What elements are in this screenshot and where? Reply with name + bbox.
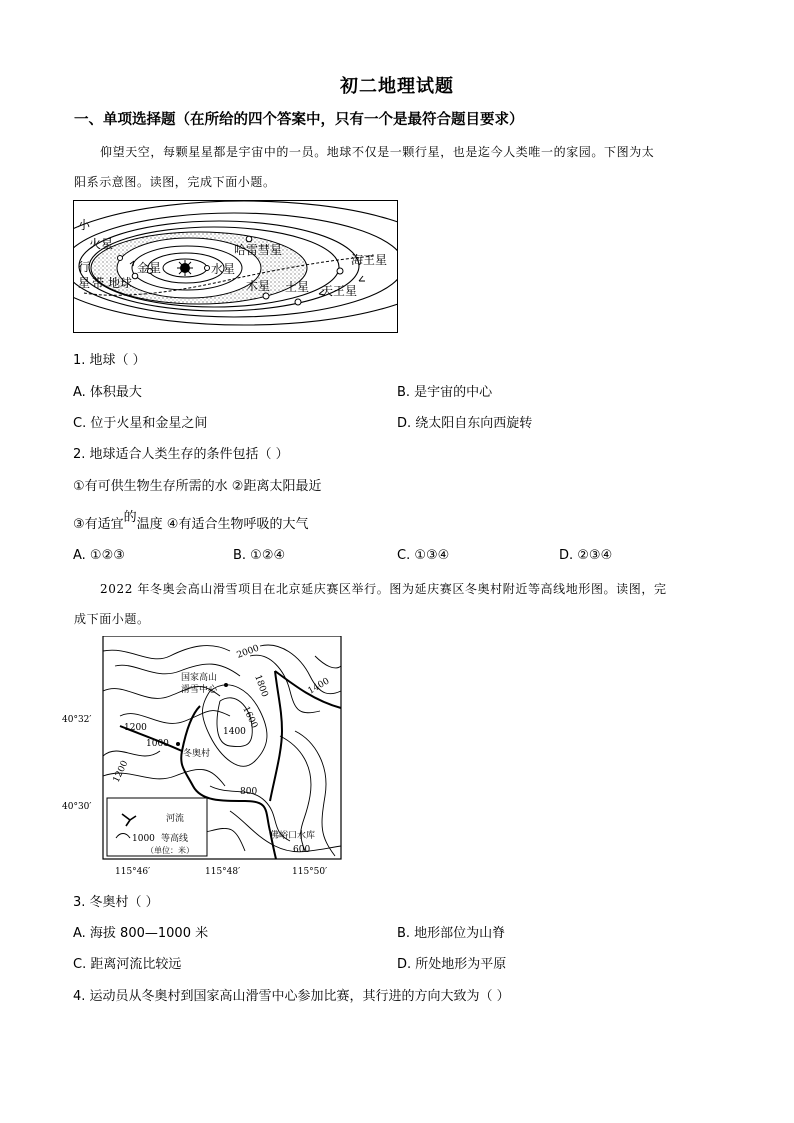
- q2-option-c[interactable]: C. ①③④: [397, 548, 450, 563]
- q3-option-c[interactable]: C. 距离河流比较远: [73, 957, 182, 972]
- latitude-label-top: 40°32′: [62, 715, 92, 725]
- map-legend: [107, 798, 207, 856]
- q2-option-b[interactable]: B. ①②④: [233, 548, 286, 563]
- q3-option-b[interactable]: B. 地形部位为山脊: [397, 926, 506, 941]
- contour-label-1200-north: 1200: [124, 723, 147, 733]
- q2-statements-line-1: ①有可供生物生存所需的水 ②距离太阳最近: [73, 479, 322, 494]
- longitude-label-1: 115°46′: [115, 867, 151, 877]
- contour-label-2000: 2000: [235, 643, 261, 661]
- q2-statements-line-2-part-1: ③有适宜: [73, 517, 124, 532]
- contour-map: [60, 636, 360, 882]
- solar-system-figure: [73, 200, 398, 333]
- q1-option-a[interactable]: A. 体积最大: [73, 385, 142, 400]
- reservoir-label: 佛峪口水库: [270, 831, 316, 841]
- q1-option-c[interactable]: C. 位于火星和金星之间: [73, 416, 208, 431]
- neptune-icon: [337, 268, 343, 274]
- intro-paragraph-1-line-1: 仰望天空，每颗星星都是宇宙中的一员。地球不仅是一颗行星，也是迄今人类唯一的家园。下图为太: [100, 145, 655, 159]
- label-neptune: 海王星: [351, 253, 388, 267]
- label-venus: 金星: [137, 261, 162, 275]
- q2-statements-line-2-part-3: 温度 ④有适合生物呼吸的大气: [136, 517, 309, 532]
- mercury-icon: [205, 266, 210, 271]
- jupiter-icon: [263, 293, 269, 299]
- contour-map-figure: [60, 636, 360, 882]
- solar-system-diagram: [74, 201, 398, 333]
- legend-contour-value: 1000: [132, 834, 155, 844]
- label-saturn: 土星: [285, 280, 310, 294]
- contour-label-600: 600: [293, 845, 311, 855]
- page-title: 初二地理试题: [340, 76, 454, 97]
- q2-statements-line-2: [73, 510, 309, 532]
- q3-option-d[interactable]: D. 所处地形为平原: [397, 957, 507, 972]
- q3-option-a[interactable]: A. 海拔 800—1000 米: [73, 926, 209, 941]
- q2-statements-line-2-part-2: 的: [123, 510, 137, 525]
- ski-center-label-line-2: 滑雪中心: [181, 685, 218, 695]
- label-asteroid-belt-4: 带: [92, 276, 105, 290]
- label-mars: 火星: [89, 237, 114, 251]
- q2-option-d[interactable]: D. ②③④: [559, 548, 613, 563]
- label-jupiter: 木星: [246, 279, 271, 293]
- legend-contour-label: 等高线: [161, 834, 189, 844]
- q3-stem: 3. 冬奥村（ ）: [73, 895, 159, 910]
- q4-stem: 4. 运动员从冬奥村到国家高山滑雪中心参加比赛，其行进的方向大致为（ ）: [73, 989, 510, 1004]
- q2-stem: 2. 地球适合人类生存的条件包括（ ）: [73, 447, 289, 462]
- contour-label-1800: 1800: [252, 673, 270, 699]
- section-heading: 一、单项选择题（在所给的四个答案中，只有一个是最符合题目要求）: [74, 112, 524, 128]
- intro-paragraph-1-line-2: 阳系示意图。读图，完成下面小题。: [74, 175, 276, 189]
- latitude-label-bottom: 40°30′: [62, 802, 92, 812]
- legend-river-label: 河流: [166, 814, 185, 824]
- q2-option-a[interactable]: A. ①②③: [73, 548, 125, 563]
- legend-unit-label: （单位：米）: [146, 846, 194, 855]
- q1-option-b[interactable]: B. 是宇宙的中心: [397, 385, 493, 400]
- longitude-label-2: 115°48′: [205, 867, 241, 877]
- label-uranus: 天王星: [321, 284, 358, 298]
- sun-icon: [177, 260, 193, 276]
- label-asteroid-belt-3: 星: [78, 276, 91, 290]
- ski-center-label-line-1: 国家高山: [181, 673, 218, 683]
- contour-label-1000: 1000: [146, 739, 169, 749]
- q1-stem: 1. 地球（ ）: [73, 353, 146, 368]
- label-asteroid-belt-2: 行: [78, 260, 91, 274]
- contour-label-1200-south: 1200: [111, 759, 131, 785]
- contour-label-1400-center: 1400: [223, 727, 246, 737]
- q1-option-d[interactable]: D. 绕太阳自东向西旋转: [397, 416, 533, 431]
- intro-paragraph-2-line-1: 2022 年冬奥会高山滑雪项目在北京延庆赛区举行。图为延庆赛区冬奥村附近等高线地形图。读图，完: [100, 582, 667, 596]
- contour-label-1400-east: 1400: [306, 676, 332, 697]
- ski-center-marker: [224, 683, 228, 687]
- saturn-icon: [295, 299, 301, 305]
- label-comet: 哈雷彗星: [234, 243, 283, 257]
- longitude-label-3: 115°50′: [292, 867, 328, 877]
- contour-label-1600: 1600: [240, 705, 260, 731]
- label-asteroid-belt-1: 小: [78, 218, 91, 232]
- label-mercury: 水星: [211, 262, 236, 276]
- label-earth: 地球: [108, 276, 133, 290]
- village-label: 冬奥村: [183, 749, 211, 759]
- mars-icon: [118, 256, 123, 261]
- village-marker: [176, 742, 180, 746]
- contour-label-800: 800: [240, 787, 258, 797]
- intro-paragraph-2-line-2: 成下面小题。: [74, 612, 150, 626]
- comet-icon: [246, 236, 252, 242]
